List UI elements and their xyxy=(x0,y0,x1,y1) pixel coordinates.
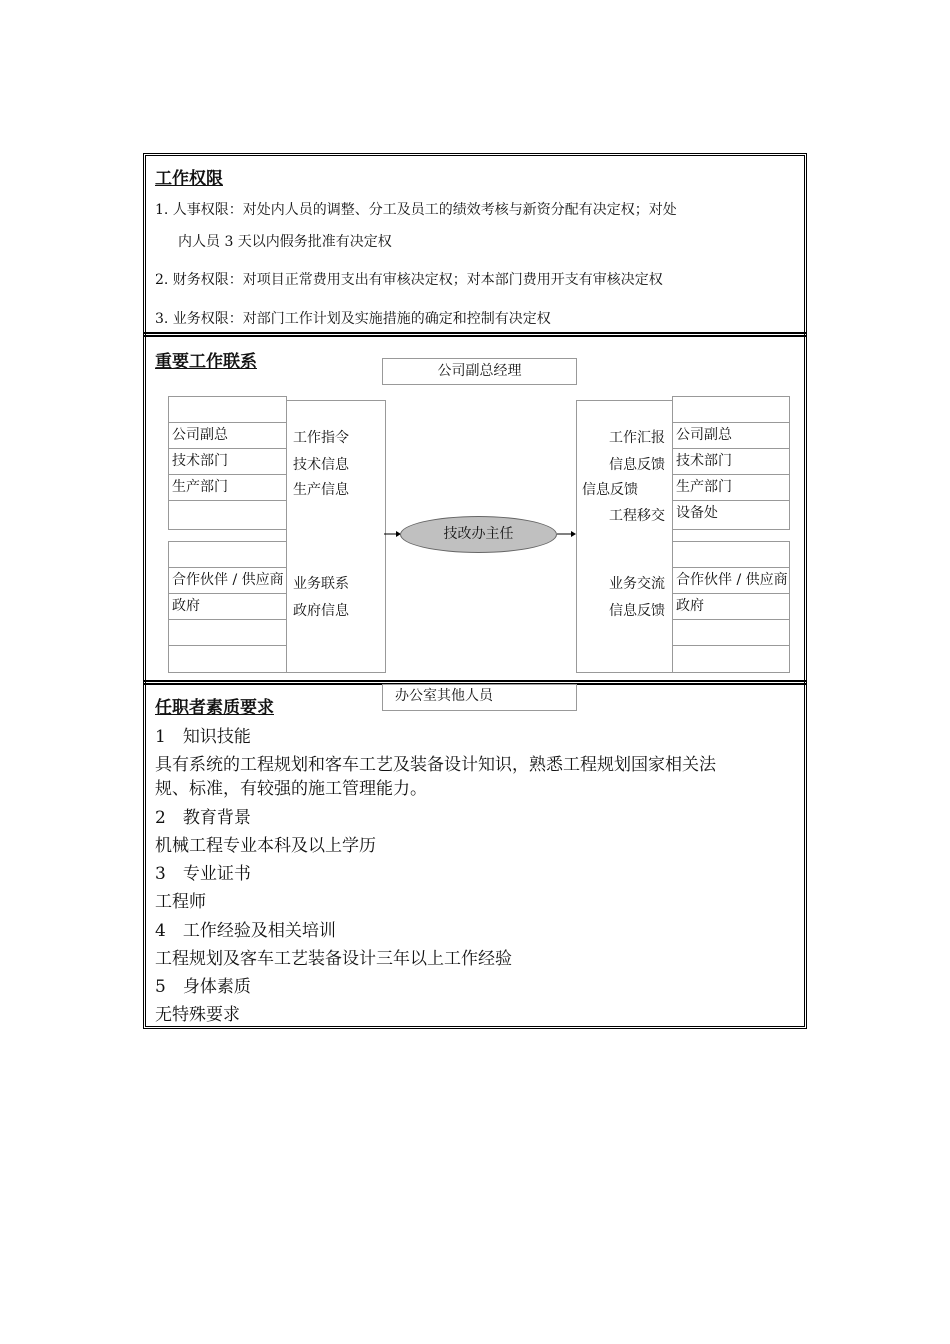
right-upper-label: 工作汇报 xyxy=(609,430,665,446)
qual-physical-body: 无特殊要求 xyxy=(155,1005,240,1025)
qual-certificate-heading: 3 专业证书 xyxy=(155,864,251,884)
left-lower-empty xyxy=(168,645,287,673)
left-upper-item: 技术部门 xyxy=(168,448,287,475)
right-upper-item: 生产部门 xyxy=(672,474,790,501)
left-upper-item: 生产部门 xyxy=(168,474,287,501)
left-upper-item: 公司副总 xyxy=(168,422,287,449)
right-lower-item: 合作伙伴 / 供应商 xyxy=(672,567,790,594)
left-upper-label: 生产信息 xyxy=(293,482,349,498)
right-lower-empty xyxy=(672,645,790,673)
right-upper-item: 公司副总 xyxy=(672,422,790,449)
left-lower-item: 合作伙伴 / 供应商 xyxy=(168,567,287,594)
authority-item-3: 3. 业务权限：对部门工作计划及实施措施的确定和控制有决定权 xyxy=(155,311,551,327)
left-lower-label: 政府信息 xyxy=(293,603,349,619)
box-deputy-gm: 公司副总经理 xyxy=(382,358,577,385)
qual-knowledge-line-1: 具有系统的工程规划和客车工艺及装备设计知识，熟悉工程规划国家相关法 xyxy=(155,755,716,775)
right-upper-item: 技术部门 xyxy=(672,448,790,475)
right-upper-item: 设备处 xyxy=(672,500,790,530)
left-lower-empty xyxy=(168,619,287,646)
qual-education-heading: 2 教育背景 xyxy=(155,808,251,828)
right-lower-empty xyxy=(672,619,790,646)
left-lower-empty-top xyxy=(168,541,287,568)
right-upper-empty-top xyxy=(672,396,790,423)
left-lower-label: 业务联系 xyxy=(293,576,349,592)
qual-knowledge-line-2: 规、标准，有较强的施工管理能力。 xyxy=(155,779,427,799)
center-role: 技改办主任 xyxy=(400,516,557,553)
qual-certificate-body: 工程师 xyxy=(155,892,206,912)
right-lower-label: 信息反馈 xyxy=(609,603,665,619)
right-upper-label: 信息反馈 xyxy=(609,457,665,473)
right-upper-label: 工程移交 xyxy=(609,508,665,524)
qual-knowledge-heading: 1 知识技能 xyxy=(155,727,251,747)
section-divider xyxy=(143,332,807,337)
authority-item-1-line-1: 1. 人事权限：对处内人员的调整、分工及员工的绩效考核与新资分配有决定权；对处 xyxy=(155,202,677,218)
qual-education-body: 机械工程专业本科及以上学历 xyxy=(155,836,376,856)
qual-physical-heading: 5 身体素质 xyxy=(155,977,251,997)
authority-item-1-line-2: 内人员 3 天以内假务批准有决定权 xyxy=(178,234,392,250)
right-upper-label: 信息反馈 xyxy=(582,482,638,498)
qualifications-title: 任职者素质要求 xyxy=(155,698,274,718)
left-upper-empty-top xyxy=(168,396,287,423)
qual-experience-body: 工程规划及客车工艺装备设计三年以上工作经验 xyxy=(155,949,512,969)
qual-experience-heading: 4 工作经验及相关培训 xyxy=(155,921,336,941)
arrow-right-icon xyxy=(557,527,579,541)
authority-title: 工作权限 xyxy=(155,169,223,189)
right-lower-label: 业务交流 xyxy=(609,576,665,592)
box-office-staff: 办公室其他人员 xyxy=(382,684,577,711)
authority-item-2: 2. 财务权限：对项目正常费用支出有审核决定权；对本部门费用开支有审核决定权 xyxy=(155,272,663,288)
right-lower-empty-top xyxy=(672,541,790,568)
left-lower-item: 政府 xyxy=(168,593,287,620)
left-upper-empty-bottom xyxy=(168,500,287,530)
right-lower-item: 政府 xyxy=(672,593,790,620)
left-upper-label: 工作指令 xyxy=(293,430,349,446)
relations-title: 重要工作联系 xyxy=(155,352,257,372)
left-upper-label: 技术信息 xyxy=(293,457,349,473)
